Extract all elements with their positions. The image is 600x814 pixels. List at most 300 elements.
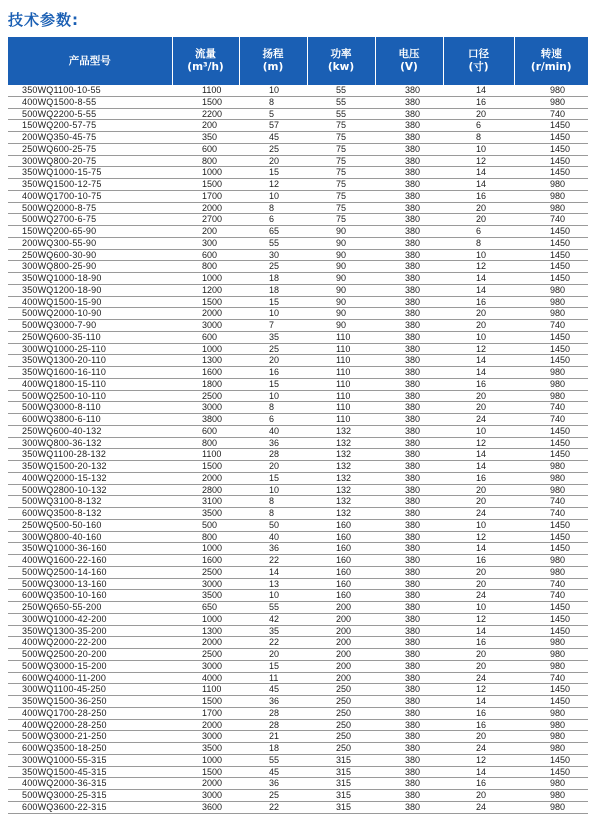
voltage-cell: 380 (375, 778, 443, 790)
caliber-cell: 8 (443, 132, 514, 144)
speed-cell: 1450 (514, 531, 588, 543)
flow-cell: 200 (172, 226, 239, 238)
flow-cell: 2200 (172, 108, 239, 120)
flow-cell: 3500 (172, 743, 239, 755)
flow-cell: 800 (172, 437, 239, 449)
table-header-row (8, 37, 588, 85)
speed-cell: 740 (514, 672, 588, 684)
flow-cell: 3000 (172, 578, 239, 590)
table-row (8, 249, 588, 261)
caliber-cell: 20 (443, 214, 514, 226)
flow-cell: 3800 (172, 414, 239, 426)
voltage-cell: 380 (375, 743, 443, 755)
flow-cell: 1600 (172, 367, 239, 379)
voltage-cell: 380 (375, 555, 443, 567)
table-row (8, 778, 588, 790)
head-cell: 40 (239, 531, 307, 543)
header-flow (172, 37, 239, 85)
table-row (8, 684, 588, 696)
voltage-cell: 380 (375, 343, 443, 355)
speed-cell: 1450 (514, 249, 588, 261)
flow-cell: 500 (172, 519, 239, 531)
voltage-cell: 380 (375, 496, 443, 508)
flow-cell: 600 (172, 143, 239, 155)
model-cell: 300WQ1000-55-315 (8, 754, 172, 766)
power-cell: 110 (307, 390, 375, 402)
voltage-cell: 380 (375, 660, 443, 672)
flow-cell: 1300 (172, 355, 239, 367)
voltage-cell: 380 (375, 320, 443, 332)
model-cell: 250WQ500-50-160 (8, 519, 172, 531)
flow-cell: 2700 (172, 214, 239, 226)
head-cell: 11 (239, 672, 307, 684)
caliber-cell: 12 (443, 343, 514, 355)
table-row (8, 85, 588, 96)
table-row (8, 402, 588, 414)
caliber-cell: 16 (443, 472, 514, 484)
speed-cell: 740 (514, 590, 588, 602)
voltage-cell: 380 (375, 402, 443, 414)
model-cell: 500WQ2500-14-160 (8, 566, 172, 578)
caliber-cell: 20 (443, 496, 514, 508)
flow-cell: 3000 (172, 731, 239, 743)
power-cell: 90 (307, 308, 375, 320)
speed-cell: 740 (514, 496, 588, 508)
header-label: 转速 (540, 48, 562, 60)
head-cell: 35 (239, 625, 307, 637)
head-cell: 55 (239, 237, 307, 249)
caliber-cell: 10 (443, 249, 514, 261)
caliber-cell: 20 (443, 660, 514, 672)
power-cell: 250 (307, 707, 375, 719)
table-row (8, 367, 588, 379)
flow-cell: 300 (172, 237, 239, 249)
caliber-cell: 14 (443, 543, 514, 555)
model-cell: 500WQ2000-8-75 (8, 202, 172, 214)
head-cell: 35 (239, 331, 307, 343)
power-cell: 132 (307, 461, 375, 473)
speed-cell: 1450 (514, 120, 588, 132)
speed-cell: 980 (514, 284, 588, 296)
table-row (8, 519, 588, 531)
head-cell: 25 (239, 261, 307, 273)
header-unit: (kw) (327, 61, 355, 73)
power-cell: 200 (307, 672, 375, 684)
table-row (8, 484, 588, 496)
speed-cell: 980 (514, 660, 588, 672)
power-cell: 315 (307, 801, 375, 813)
flow-cell: 3500 (172, 590, 239, 602)
head-cell: 18 (239, 284, 307, 296)
table-row (8, 96, 588, 108)
caliber-cell: 20 (443, 308, 514, 320)
caliber-cell: 10 (443, 331, 514, 343)
caliber-cell: 24 (443, 508, 514, 520)
table-row (8, 508, 588, 520)
head-cell: 20 (239, 461, 307, 473)
head-cell: 30 (239, 249, 307, 261)
model-cell: 350WQ1500-12-75 (8, 179, 172, 191)
voltage-cell: 380 (375, 378, 443, 390)
head-cell: 20 (239, 155, 307, 167)
voltage-cell: 380 (375, 390, 443, 402)
flow-cell: 800 (172, 531, 239, 543)
voltage-cell: 380 (375, 449, 443, 461)
caliber-cell: 16 (443, 637, 514, 649)
head-cell: 36 (239, 696, 307, 708)
speed-cell: 1450 (514, 696, 588, 708)
speed-cell: 980 (514, 484, 588, 496)
flow-cell: 350 (172, 132, 239, 144)
voltage-cell: 380 (375, 414, 443, 426)
voltage-cell: 380 (375, 308, 443, 320)
model-cell: 400WQ2000-15-132 (8, 472, 172, 484)
power-cell: 200 (307, 649, 375, 661)
model-cell: 500WQ3000-21-250 (8, 731, 172, 743)
voltage-cell: 380 (375, 190, 443, 202)
flow-cell: 3100 (172, 496, 239, 508)
power-cell: 90 (307, 237, 375, 249)
table-row (8, 790, 588, 802)
speed-cell: 740 (514, 578, 588, 590)
power-cell: 200 (307, 613, 375, 625)
caliber-cell: 6 (443, 226, 514, 238)
speed-cell: 740 (514, 320, 588, 332)
table-row (8, 801, 588, 813)
power-cell: 315 (307, 766, 375, 778)
power-cell: 75 (307, 202, 375, 214)
header-unit: (m) (262, 61, 284, 73)
power-cell: 132 (307, 484, 375, 496)
head-cell: 22 (239, 555, 307, 567)
flow-cell: 200 (172, 120, 239, 132)
caliber-cell: 20 (443, 390, 514, 402)
power-cell: 250 (307, 719, 375, 731)
speed-cell: 1450 (514, 543, 588, 555)
speed-cell: 740 (514, 414, 588, 426)
voltage-cell: 380 (375, 625, 443, 637)
speed-cell: 1450 (514, 132, 588, 144)
caliber-cell: 14 (443, 284, 514, 296)
head-cell: 25 (239, 343, 307, 355)
head-cell: 28 (239, 449, 307, 461)
speed-cell: 980 (514, 566, 588, 578)
speed-cell: 980 (514, 308, 588, 320)
power-cell: 75 (307, 190, 375, 202)
head-cell: 10 (239, 590, 307, 602)
voltage-cell: 380 (375, 613, 443, 625)
voltage-cell: 380 (375, 766, 443, 778)
header-head (239, 37, 307, 85)
model-cell: 150WQ200-57-75 (8, 120, 172, 132)
flow-cell: 2500 (172, 390, 239, 402)
voltage-cell: 380 (375, 602, 443, 614)
flow-cell: 2000 (172, 719, 239, 731)
power-cell: 110 (307, 402, 375, 414)
header-label: 产品型号 (68, 54, 111, 67)
head-cell: 10 (239, 484, 307, 496)
model-cell: 600WQ3600-22-315 (8, 801, 172, 813)
power-cell: 90 (307, 320, 375, 332)
caliber-cell: 14 (443, 273, 514, 285)
table-row (8, 707, 588, 719)
speed-cell: 980 (514, 649, 588, 661)
voltage-cell: 380 (375, 801, 443, 813)
flow-cell: 1100 (172, 449, 239, 461)
model-cell: 200WQ350-45-75 (8, 132, 172, 144)
table-row (8, 284, 588, 296)
speed-cell: 980 (514, 202, 588, 214)
caliber-cell: 20 (443, 566, 514, 578)
power-cell: 315 (307, 754, 375, 766)
flow-cell: 1000 (172, 613, 239, 625)
head-cell: 8 (239, 202, 307, 214)
model-cell: 250WQ600-30-90 (8, 249, 172, 261)
voltage-cell: 380 (375, 649, 443, 661)
caliber-cell: 20 (443, 108, 514, 120)
model-cell: 300WQ1100-45-250 (8, 684, 172, 696)
power-cell: 250 (307, 696, 375, 708)
speed-cell: 1450 (514, 602, 588, 614)
voltage-cell: 380 (375, 590, 443, 602)
table-row (8, 766, 588, 778)
caliber-cell: 12 (443, 613, 514, 625)
head-cell: 21 (239, 731, 307, 743)
power-cell: 110 (307, 355, 375, 367)
flow-cell: 1600 (172, 555, 239, 567)
power-cell: 160 (307, 531, 375, 543)
flow-cell: 1000 (172, 754, 239, 766)
table-row (8, 320, 588, 332)
speed-cell: 1450 (514, 226, 588, 238)
voltage-cell: 380 (375, 226, 443, 238)
flow-cell: 1700 (172, 707, 239, 719)
caliber-cell: 6 (443, 120, 514, 132)
flow-cell: 1000 (172, 167, 239, 179)
table-row (8, 672, 588, 684)
caliber-cell: 14 (443, 367, 514, 379)
page-title: 技术参数: (8, 11, 79, 29)
power-cell: 132 (307, 449, 375, 461)
model-cell: 300WQ1000-42-200 (8, 613, 172, 625)
voltage-cell: 380 (375, 461, 443, 473)
speed-cell: 980 (514, 707, 588, 719)
model-cell: 400WQ1700-10-75 (8, 190, 172, 202)
caliber-cell: 20 (443, 320, 514, 332)
power-cell: 315 (307, 778, 375, 790)
caliber-cell: 20 (443, 649, 514, 661)
model-cell: 400WQ2000-36-315 (8, 778, 172, 790)
flow-cell: 2000 (172, 308, 239, 320)
model-cell: 350WQ1100-28-132 (8, 449, 172, 461)
model-cell: 500WQ2700-6-75 (8, 214, 172, 226)
flow-cell: 1000 (172, 343, 239, 355)
speed-cell: 980 (514, 637, 588, 649)
head-cell: 57 (239, 120, 307, 132)
head-cell: 5 (239, 108, 307, 120)
model-cell: 400WQ1600-22-160 (8, 555, 172, 567)
speed-cell: 1450 (514, 684, 588, 696)
model-cell: 250WQ600-25-75 (8, 143, 172, 155)
table-row (8, 132, 588, 144)
model-cell: 400WQ1500-15-90 (8, 296, 172, 308)
table-row (8, 273, 588, 285)
table-row (8, 625, 588, 637)
flow-cell: 2000 (172, 202, 239, 214)
speed-cell: 740 (514, 214, 588, 226)
power-cell: 110 (307, 331, 375, 343)
table-row (8, 425, 588, 437)
voltage-cell: 380 (375, 696, 443, 708)
voltage-cell: 380 (375, 284, 443, 296)
header-label: 流量 (195, 48, 216, 60)
voltage-cell: 380 (375, 237, 443, 249)
model-cell: 600WQ3500-18-250 (8, 743, 172, 755)
flow-cell: 3000 (172, 402, 239, 414)
model-cell: 400WQ2000-28-250 (8, 719, 172, 731)
caliber-cell: 24 (443, 414, 514, 426)
model-cell: 350WQ1000-18-90 (8, 273, 172, 285)
speed-cell: 1450 (514, 437, 588, 449)
table-row (8, 190, 588, 202)
caliber-cell: 12 (443, 437, 514, 449)
head-cell: 45 (239, 684, 307, 696)
model-cell: 300WQ800-20-75 (8, 155, 172, 167)
power-cell: 55 (307, 108, 375, 120)
power-cell: 110 (307, 414, 375, 426)
speed-cell: 980 (514, 731, 588, 743)
head-cell: 15 (239, 296, 307, 308)
speed-cell: 1450 (514, 261, 588, 273)
header-model (8, 37, 172, 85)
head-cell: 16 (239, 367, 307, 379)
caliber-cell: 16 (443, 96, 514, 108)
flow-cell: 1500 (172, 766, 239, 778)
head-cell: 8 (239, 508, 307, 520)
flow-cell: 600 (172, 331, 239, 343)
table-row (8, 179, 588, 191)
voltage-cell: 380 (375, 684, 443, 696)
power-cell: 75 (307, 143, 375, 155)
power-cell: 250 (307, 743, 375, 755)
model-cell: 400WQ2000-22-200 (8, 637, 172, 649)
table-row (8, 226, 588, 238)
model-cell: 150WQ200-65-90 (8, 226, 172, 238)
head-cell: 25 (239, 790, 307, 802)
head-cell: 18 (239, 743, 307, 755)
model-cell: 600WQ3500-10-160 (8, 590, 172, 602)
speed-cell: 1450 (514, 519, 588, 531)
flow-cell: 800 (172, 155, 239, 167)
flow-cell: 1000 (172, 273, 239, 285)
head-cell: 36 (239, 778, 307, 790)
table-row (8, 390, 588, 402)
header-label: 扬程 (262, 48, 284, 60)
head-cell: 65 (239, 226, 307, 238)
power-cell: 200 (307, 637, 375, 649)
speed-cell: 740 (514, 402, 588, 414)
speed-cell: 980 (514, 801, 588, 813)
speed-cell: 1450 (514, 355, 588, 367)
power-cell: 75 (307, 179, 375, 191)
model-cell: 600WQ4000-11-200 (8, 672, 172, 684)
speed-cell: 1450 (514, 331, 588, 343)
speed-cell: 1450 (514, 613, 588, 625)
power-cell: 75 (307, 167, 375, 179)
flow-cell: 1200 (172, 284, 239, 296)
caliber-cell: 12 (443, 531, 514, 543)
power-cell: 90 (307, 273, 375, 285)
power-cell: 132 (307, 508, 375, 520)
speed-cell: 1450 (514, 237, 588, 249)
flow-cell: 1100 (172, 684, 239, 696)
head-cell: 22 (239, 801, 307, 813)
voltage-cell: 380 (375, 578, 443, 590)
table-row (8, 261, 588, 273)
voltage-cell: 380 (375, 143, 443, 155)
head-cell: 15 (239, 378, 307, 390)
table-row (8, 331, 588, 343)
power-cell: 90 (307, 296, 375, 308)
model-cell: 500WQ2500-10-110 (8, 390, 172, 402)
header-unit: (V) (400, 61, 418, 73)
model-cell: 400WQ1800-15-110 (8, 378, 172, 390)
voltage-cell: 380 (375, 519, 443, 531)
table-row (8, 355, 588, 367)
power-cell: 160 (307, 543, 375, 555)
voltage-cell: 380 (375, 355, 443, 367)
caliber-cell: 16 (443, 378, 514, 390)
model-cell: 500WQ3000-13-160 (8, 578, 172, 590)
power-cell: 75 (307, 214, 375, 226)
table-body (8, 85, 588, 813)
head-cell: 25 (239, 143, 307, 155)
table-row (8, 660, 588, 672)
head-cell: 14 (239, 566, 307, 578)
speed-cell: 740 (514, 108, 588, 120)
voltage-cell: 380 (375, 120, 443, 132)
speed-cell: 980 (514, 472, 588, 484)
flow-cell: 4000 (172, 672, 239, 684)
flow-cell: 1700 (172, 190, 239, 202)
speed-cell: 1450 (514, 754, 588, 766)
table-row (8, 214, 588, 226)
model-cell: 300WQ800-25-90 (8, 261, 172, 273)
voltage-cell: 380 (375, 543, 443, 555)
head-cell: 10 (239, 308, 307, 320)
power-cell: 315 (307, 790, 375, 802)
voltage-cell: 380 (375, 672, 443, 684)
flow-cell: 3000 (172, 790, 239, 802)
model-cell: 500WQ2800-10-132 (8, 484, 172, 496)
speed-cell: 980 (514, 390, 588, 402)
power-cell: 110 (307, 343, 375, 355)
caliber-cell: 16 (443, 778, 514, 790)
power-cell: 110 (307, 367, 375, 379)
head-cell: 55 (239, 602, 307, 614)
flow-cell: 3000 (172, 660, 239, 672)
table-row (8, 637, 588, 649)
table-row (8, 719, 588, 731)
caliber-cell: 10 (443, 519, 514, 531)
table-row (8, 649, 588, 661)
speed-cell: 1450 (514, 425, 588, 437)
model-cell: 600WQ3800-6-110 (8, 414, 172, 426)
model-cell: 300WQ800-36-132 (8, 437, 172, 449)
speed-cell: 980 (514, 296, 588, 308)
speed-cell: 980 (514, 96, 588, 108)
flow-cell: 2500 (172, 649, 239, 661)
